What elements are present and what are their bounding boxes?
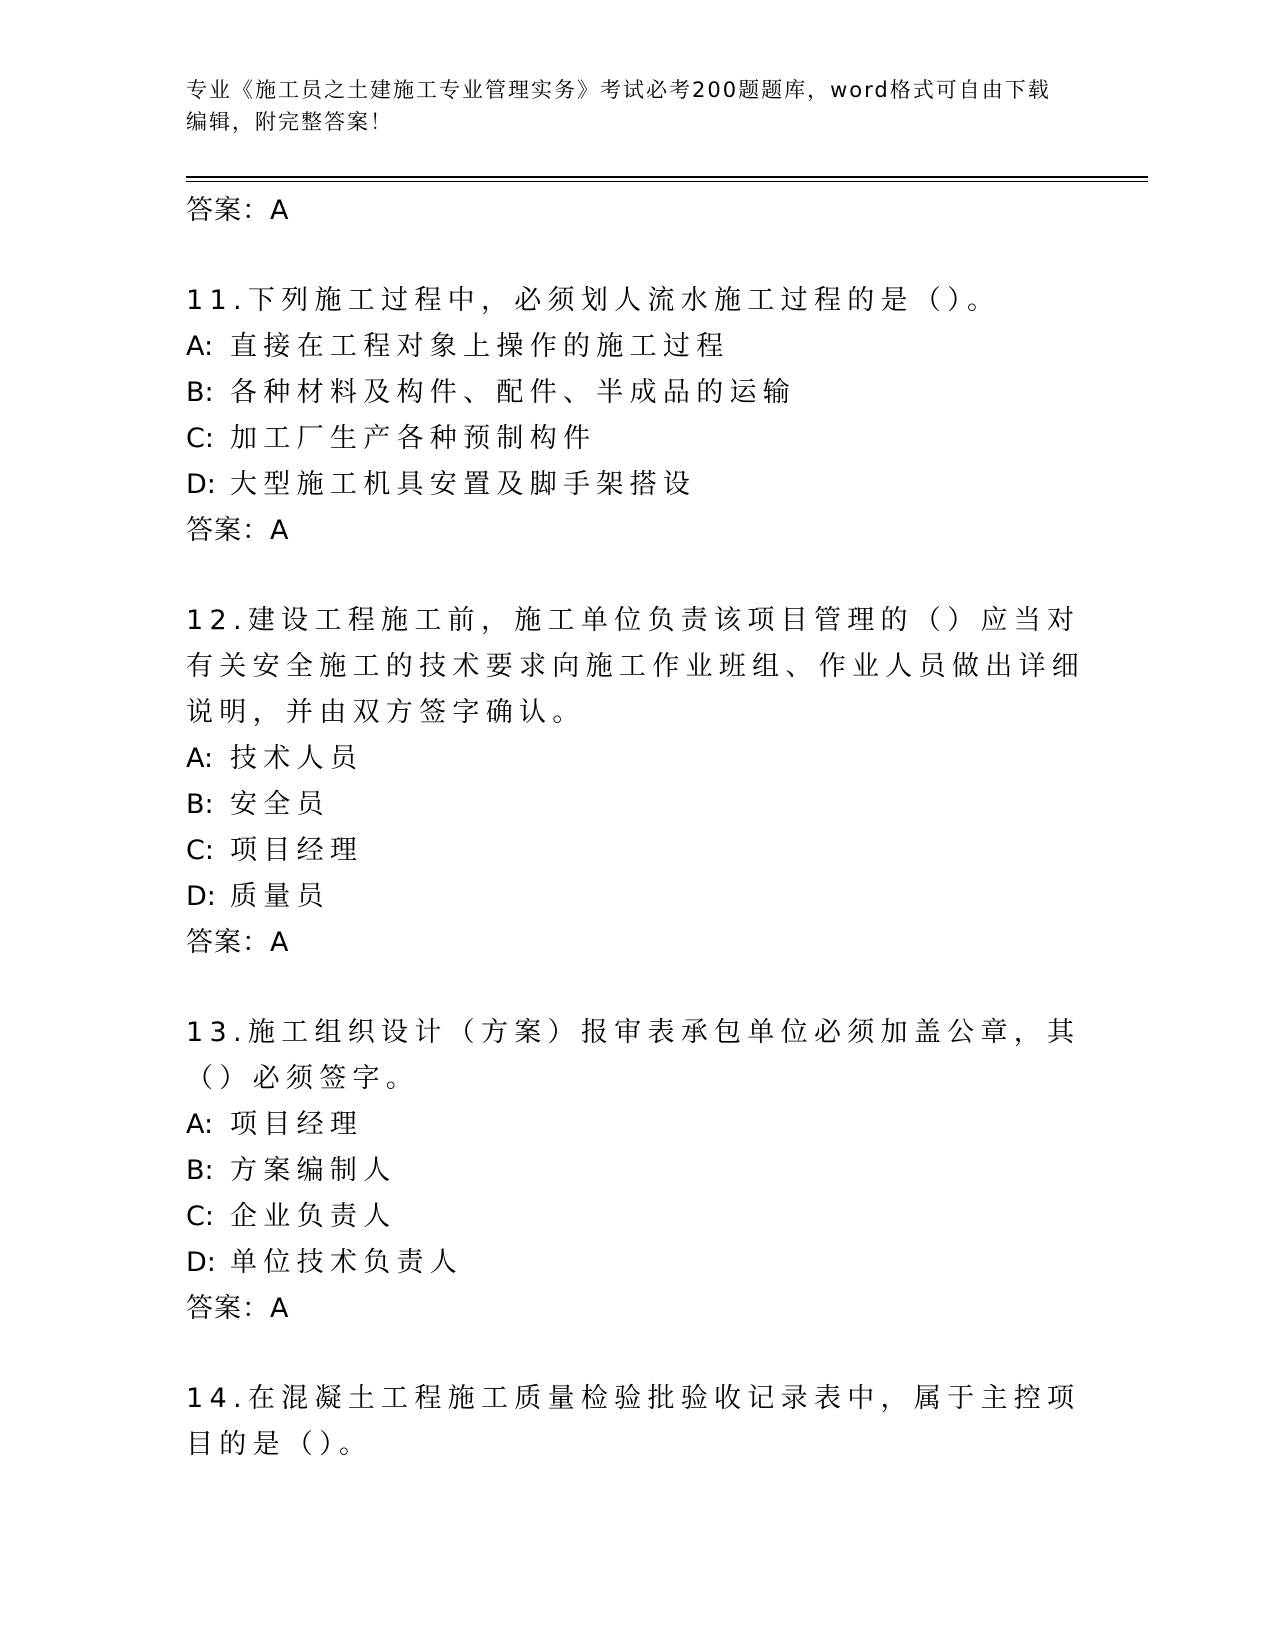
- option-c: [186, 1194, 1086, 1240]
- option-d: [186, 874, 1086, 920]
- option-a: [186, 324, 1086, 370]
- option-a: [186, 1102, 1086, 1148]
- option-text: 各种材料及构件、配件、半成品的运输: [230, 377, 797, 408]
- option-d: [186, 462, 1086, 508]
- answer-line: 答案：A: [186, 195, 290, 226]
- answer-line: 答案：A: [186, 1293, 290, 1324]
- question-stem: 13.施工组织设计（方案）报审表承包单位必须加盖公章，其（）必须签字。: [186, 1017, 1081, 1094]
- header-divider-thick: [186, 176, 1148, 178]
- option-letter: D:: [186, 1247, 216, 1278]
- question-block: [186, 598, 1086, 966]
- option-letter: A:: [186, 331, 214, 362]
- option-letter: C:: [186, 1201, 214, 1232]
- question-stem: 11.下列施工过程中，必须划人流水施工过程的是（）。: [186, 285, 1001, 316]
- answer-line: 答案：A: [186, 927, 290, 958]
- option-text: 直接在工程对象上操作的施工过程: [230, 331, 730, 362]
- option-text: 单位技术负责人: [230, 1247, 464, 1278]
- option-c: [186, 416, 1086, 462]
- question-block: [186, 1010, 1086, 1332]
- option-text: 加工厂生产各种预制构件: [230, 423, 597, 454]
- option-letter: A:: [186, 1109, 214, 1140]
- question-list: [186, 188, 1086, 1468]
- question-block: [186, 278, 1086, 554]
- option-text: 项目经理: [230, 835, 364, 866]
- document-header: 专业《施工员之土建施工专业管理实务》考试必考200题题库，word格式可自由下载编辑，附完整答案！: [186, 78, 1051, 134]
- option-letter: B:: [186, 1155, 214, 1186]
- option-c: [186, 828, 1086, 874]
- option-a: [186, 736, 1086, 782]
- answer-line: 答案：A: [186, 515, 290, 546]
- option-text: 质量员: [230, 881, 330, 912]
- option-letter: D:: [186, 469, 216, 500]
- option-text: 技术人员: [230, 743, 364, 774]
- option-text: 企业负责人: [230, 1201, 397, 1232]
- option-text: 项目经理: [230, 1109, 364, 1140]
- question-stem: 14.在混凝土工程施工质量检验批验收记录表中，属于主控项目的是（）。: [186, 1383, 1081, 1460]
- option-letter: C:: [186, 835, 214, 866]
- question-block: [186, 1376, 1086, 1468]
- option-letter: C:: [186, 423, 214, 454]
- option-letter: B:: [186, 789, 214, 820]
- option-text: 安全员: [230, 789, 330, 820]
- option-letter: D:: [186, 881, 216, 912]
- option-text: 方案编制人: [230, 1155, 397, 1186]
- option-b: [186, 370, 1086, 416]
- option-letter: B:: [186, 377, 214, 408]
- option-b: [186, 782, 1086, 828]
- question-stem: 12.建设工程施工前，施工单位负责该项目管理的（）应当对有关安全施工的技术要求向施工作业班组、作业人员做出详细说明，并由双方签字确认。: [186, 605, 1086, 728]
- option-b: [186, 1148, 1086, 1194]
- header-divider-thin: [186, 181, 1148, 182]
- option-text: 大型施工机具安置及脚手架搭设: [230, 469, 697, 500]
- option-d: [186, 1240, 1086, 1286]
- option-letter: A:: [186, 743, 214, 774]
